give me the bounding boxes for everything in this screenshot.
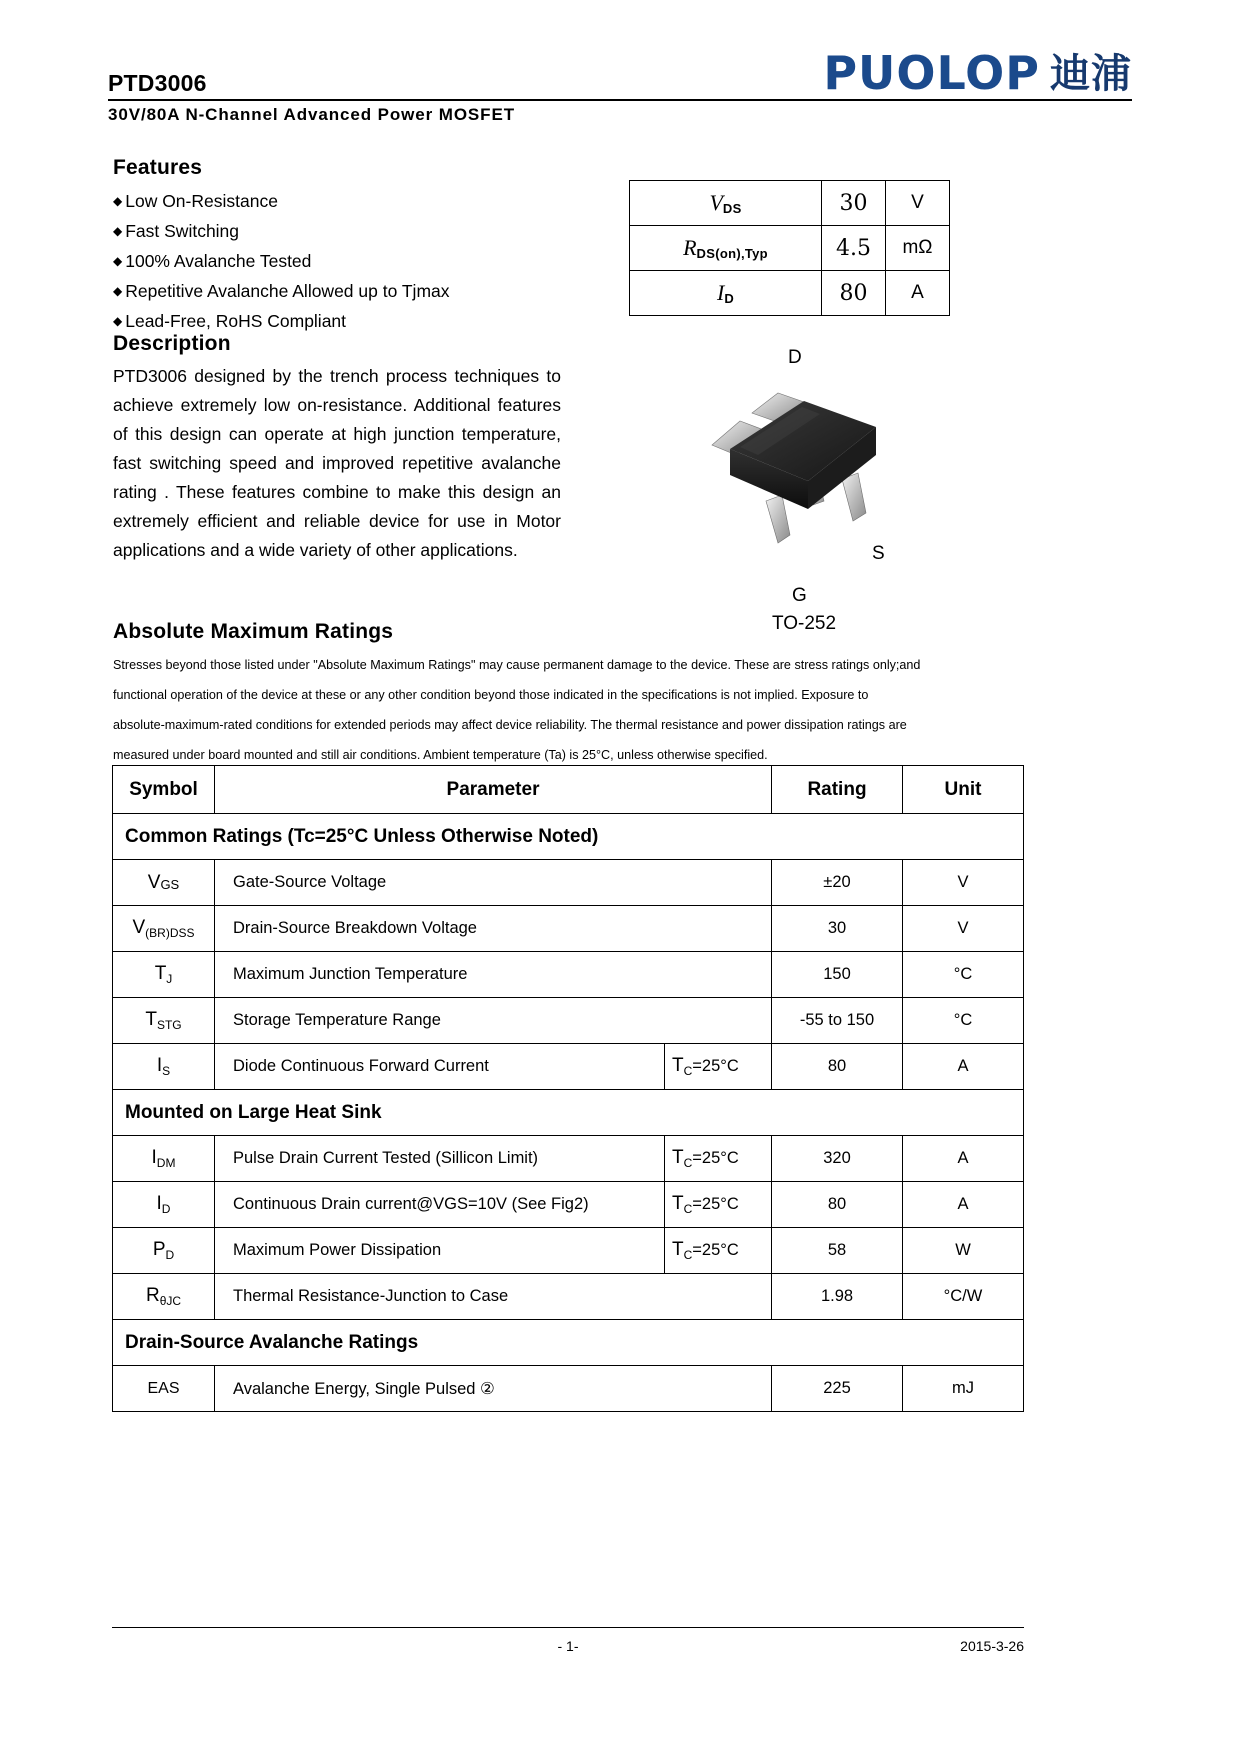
row-parameter: Maximum Power Dissipation — [215, 1228, 665, 1274]
symbol-letter: I — [716, 280, 725, 305]
condition-symbol: T — [672, 1147, 684, 1168]
page-header — [108, 46, 1132, 125]
symbol-letter: I — [156, 1055, 163, 1076]
symbol-subscript: J — [166, 972, 173, 986]
row-symbol — [113, 906, 215, 952]
column-header-parameter: Parameter — [215, 766, 772, 814]
condition-value: =25°C — [692, 1241, 739, 1259]
column-header-symbol: Symbol — [113, 766, 215, 814]
symbol-subscript: DM — [156, 1156, 176, 1170]
features-heading: Features — [113, 156, 203, 179]
symbol-subscript: GS — [160, 876, 180, 892]
row-condition — [665, 1136, 772, 1182]
bullet-diamond-icon: ◆ — [113, 194, 123, 208]
table-row — [630, 271, 950, 316]
symbol-subscript: (BR)DSS — [145, 926, 195, 940]
list-item — [113, 246, 583, 276]
symbol-subscript: DS — [722, 201, 742, 216]
row-symbol — [113, 952, 215, 998]
group-label-common-ratings: Common Ratings (Tc=25°C Unless Otherwise Noted) — [113, 814, 1024, 860]
symbol-letter: V — [132, 917, 146, 938]
symbol-subscript: DS(on),Typ — [696, 246, 768, 261]
condition-subscript: C — [683, 1156, 693, 1170]
table-row — [630, 226, 950, 271]
row-parameter: Continuous Drain current@VGS=10V (See Fig2) — [215, 1182, 665, 1228]
row-rating: 80 — [772, 1182, 903, 1228]
row-unit: °C — [903, 952, 1024, 998]
symbol-subscript: D — [161, 1202, 171, 1216]
spec-unit-id: A — [886, 271, 950, 316]
page-footer — [112, 1638, 1024, 1654]
list-item — [113, 186, 583, 216]
company-logo — [823, 46, 1132, 100]
symbol-letter: T — [145, 1009, 157, 1030]
row-rating: ±20 — [772, 860, 903, 906]
symbol-subscript: D — [165, 1248, 175, 1262]
row-parameter: Diode Continuous Forward Current — [215, 1044, 665, 1090]
spec-unit-vds: V — [886, 181, 950, 226]
symbol-letter: V — [147, 871, 161, 893]
row-symbol — [113, 1274, 215, 1320]
symbol-subscript: S — [162, 1064, 171, 1078]
logo-chinese-name: 迪浦 — [1050, 51, 1132, 96]
spec-symbol-id — [630, 271, 822, 316]
table-group-row — [113, 1320, 1024, 1366]
bullet-diamond-icon: ◆ — [113, 284, 123, 298]
pin-label-gate: G — [792, 585, 807, 606]
row-symbol — [113, 1136, 215, 1182]
device-subtitle: 30V/80A N-Channel Advanced Power MOSFET — [108, 104, 515, 124]
spec-value-id: 80 — [822, 271, 886, 316]
row-unit: mJ — [903, 1366, 1024, 1412]
features-section — [113, 156, 583, 336]
pin-label-source: S — [872, 543, 885, 564]
symbol-subscript: D — [724, 291, 735, 306]
row-rating: 80 — [772, 1044, 903, 1090]
spec-unit-rdson: mΩ — [886, 226, 950, 271]
row-condition — [665, 1044, 772, 1090]
column-header-rating: Rating — [772, 766, 903, 814]
to252-package-image — [700, 383, 900, 558]
row-condition — [665, 1228, 772, 1274]
row-condition — [665, 1182, 772, 1228]
table-row — [113, 1044, 1024, 1090]
table-row — [113, 1136, 1024, 1182]
table-row — [630, 181, 950, 226]
row-unit: A — [903, 1044, 1024, 1090]
features-list — [113, 186, 583, 336]
feature-label: Repetitive Avalanche Allowed up to Tjmax — [125, 281, 450, 301]
package-name: TO-252 — [772, 613, 837, 634]
condition-value: =25°C — [692, 1149, 739, 1167]
row-parameter: Gate-Source Voltage — [215, 860, 772, 906]
condition-subscript: C — [683, 1248, 693, 1262]
table-group-row — [113, 814, 1024, 860]
feature-label: Low On-Resistance — [125, 191, 278, 211]
symbol-letter: V — [709, 190, 723, 215]
symbol-letter: I — [156, 1193, 162, 1214]
part-number: PTD3006 — [108, 69, 207, 96]
table-row — [113, 906, 1024, 952]
spec-value-rdson: 4.5 — [822, 226, 886, 271]
amr-note-line: measured under board mounted and still air conditions. Ambient temperature (Ta) is 25°C, unless otherwise specified. — [113, 748, 768, 762]
row-unit: V — [903, 860, 1024, 906]
key-specs-table — [629, 180, 950, 316]
row-symbol — [113, 1044, 215, 1090]
row-unit: °C/W — [903, 1274, 1024, 1320]
column-header-unit: Unit — [903, 766, 1024, 814]
row-symbol — [113, 1366, 215, 1412]
feature-label: Fast Switching — [125, 221, 240, 241]
symbol-letter: T — [154, 963, 167, 984]
symbol-subscript: θJC — [159, 1294, 182, 1308]
condition-symbol: T — [672, 1055, 684, 1076]
symbol-letter: I — [151, 1147, 157, 1168]
row-rating: -55 to 150 — [772, 998, 903, 1044]
amr-heading: Absolute Maximum Ratings — [113, 620, 394, 643]
pin-label-drain: D — [788, 347, 802, 368]
logo-wordmark: PUOLOP — [823, 46, 1040, 100]
spec-value-vds: 30 — [822, 181, 886, 226]
row-parameter: Storage Temperature Range — [215, 998, 772, 1044]
symbol-letter: R — [683, 235, 697, 260]
row-unit: V — [903, 906, 1024, 952]
row-rating: 320 — [772, 1136, 903, 1182]
bullet-diamond-icon: ◆ — [113, 224, 123, 238]
description-heading: Description — [113, 332, 231, 355]
amr-note-line: absolute-maximum-rated conditions for extended periods may affect device reliability. The thermal resistance and power dissipation ratings are — [113, 718, 907, 732]
row-symbol — [113, 1228, 215, 1274]
row-unit: A — [903, 1182, 1024, 1228]
table-row — [113, 952, 1024, 998]
table-row — [113, 998, 1024, 1044]
description-section — [113, 332, 561, 565]
condition-subscript: C — [683, 1202, 693, 1216]
symbol-letter: EAS — [147, 1379, 180, 1397]
footer-rule — [112, 1627, 1024, 1628]
row-parameter: Thermal Resistance-Junction to Case — [215, 1274, 772, 1320]
symbol-letter: P — [152, 1239, 166, 1260]
page-number: - 1- — [557, 1638, 579, 1654]
table-row — [113, 1366, 1024, 1412]
absolute-maximum-ratings-table — [112, 765, 1024, 1412]
row-rating: 150 — [772, 952, 903, 998]
spec-symbol-vds — [630, 181, 822, 226]
condition-value: =25°C — [692, 1057, 739, 1075]
row-unit: W — [903, 1228, 1024, 1274]
row-parameter: Avalanche Energy, Single Pulsed ② — [215, 1366, 772, 1412]
condition-value: =25°C — [692, 1195, 739, 1213]
list-item — [113, 216, 583, 246]
table-header-row — [113, 766, 1024, 814]
list-item — [113, 276, 583, 306]
bullet-diamond-icon: ◆ — [113, 254, 123, 268]
row-symbol — [113, 860, 215, 906]
group-label-heat-sink: Mounted on Large Heat Sink — [113, 1090, 1024, 1136]
amr-disclaimer — [113, 650, 1032, 770]
bullet-diamond-icon: ◆ — [113, 314, 123, 328]
package-diagram — [640, 345, 1000, 645]
amr-note-line: functional operation of the device at these or any other condition beyond those indicated in the specifications is not implied. Exposure to — [113, 688, 869, 702]
revision-date: 2015-3-26 — [960, 1638, 1024, 1654]
symbol-subscript: STG — [156, 1018, 182, 1032]
row-symbol — [113, 1182, 215, 1228]
row-rating: 1.98 — [772, 1274, 903, 1320]
row-parameter: Drain-Source Breakdown Voltage — [215, 906, 772, 952]
table-row — [113, 860, 1024, 906]
row-parameter: Pulse Drain Current Tested (Sillicon Limit) — [215, 1136, 665, 1182]
row-rating: 30 — [772, 906, 903, 952]
row-unit: °C — [903, 998, 1024, 1044]
condition-subscript: C — [683, 1064, 693, 1078]
row-parameter: Maximum Junction Temperature — [215, 952, 772, 998]
table-row — [113, 1182, 1024, 1228]
condition-symbol: T — [672, 1193, 684, 1214]
row-rating: 225 — [772, 1366, 903, 1412]
table-group-row — [113, 1090, 1024, 1136]
group-label-avalanche: Drain-Source Avalanche Ratings — [113, 1320, 1024, 1366]
feature-label: 100% Avalanche Tested — [125, 251, 312, 271]
feature-label: Lead-Free, RoHS Compliant — [125, 311, 347, 331]
amr-note-line: Stresses beyond those listed under "Absolute Maximum Ratings" may cause permanent damage to the device. These are stress ratings only;and — [113, 658, 921, 672]
row-symbol — [113, 998, 215, 1044]
symbol-letter: R — [145, 1285, 160, 1306]
table-row — [113, 1228, 1024, 1274]
spec-symbol-rdson — [630, 226, 822, 271]
condition-symbol: T — [672, 1239, 684, 1260]
row-rating: 58 — [772, 1228, 903, 1274]
row-unit: A — [903, 1136, 1024, 1182]
description-body: PTD3006 designed by the trench process techniques to achieve extremely low on-resistance. Additional features of this design can operate at high junction temperature, fast switching speed and improved repetitive avalanche rating . These features combine to make this design an extremely efficient and reliable device for use in Motor applications and a wide variety of other applications. — [113, 366, 561, 560]
table-row — [113, 1274, 1024, 1320]
